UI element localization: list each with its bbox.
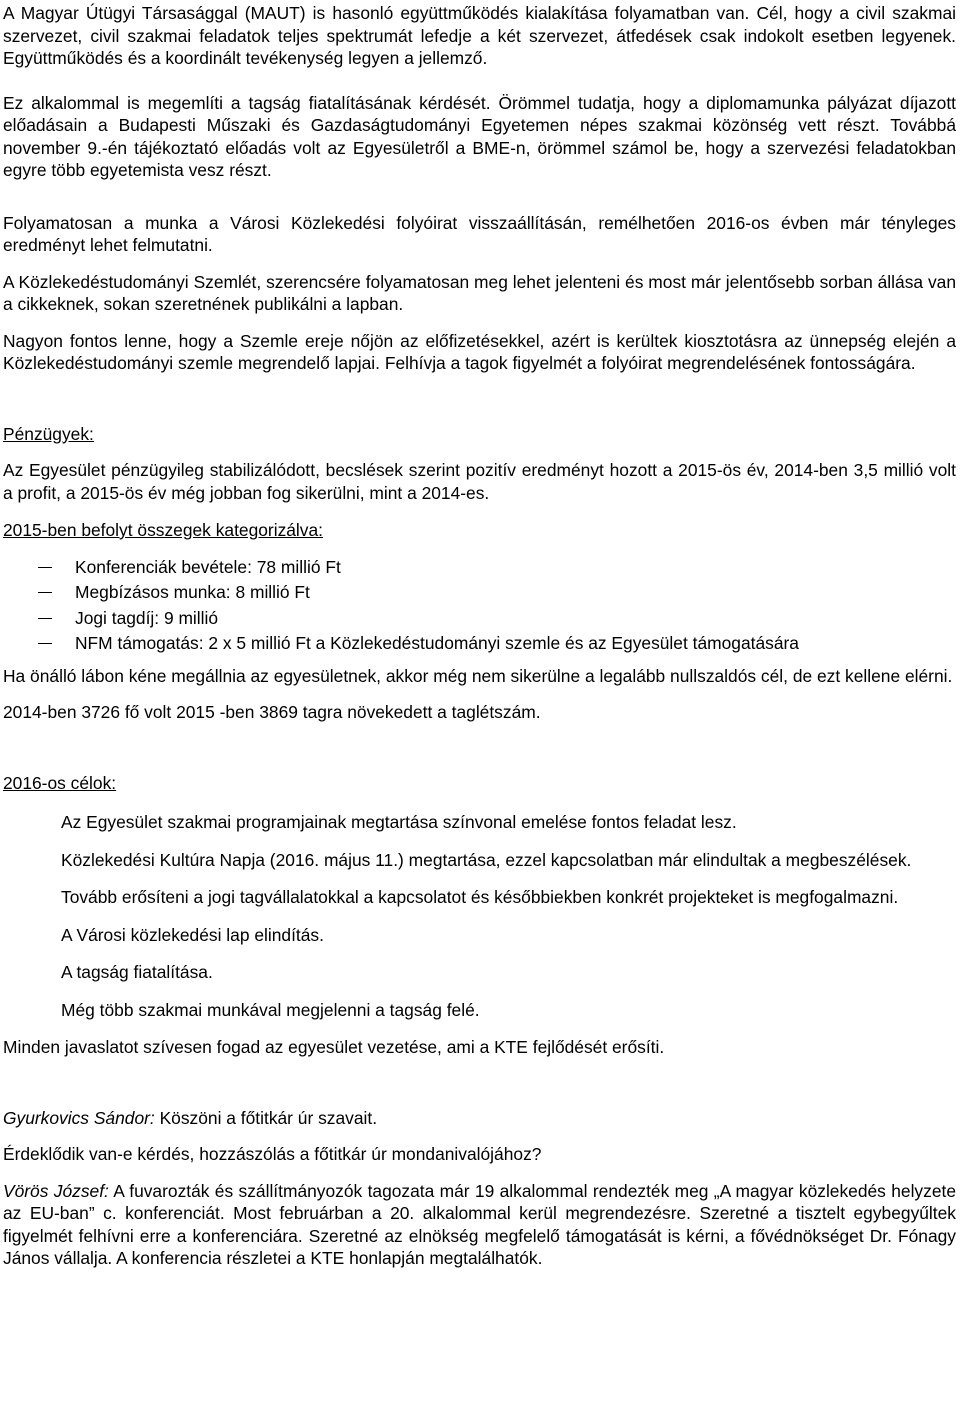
speaker-text: A fuvarozták és szállítmányozók tagozata már 19 alkalommal rendezték meg „A magyar közlekedés helyzete az EU-ban” c. konferenciát. Most februárban a 20. alkalommal kerül megrendezésre. Szeretné a tisztelt egybegyűltek figyelmét felhívni erre a konferenciára. Szeretné az elnökség megfelelő támogatását is kérni, a fővédnökséget Dr. Fónagy János vállalja. A konferencia részletei a KTE honlapján megtalálhatók. [3,1180,956,1268]
speaker-text: Köszöni a főtitkár úr szavait. [154,1107,378,1128]
intro-paragraph-review: A Közlekedéstudományi Szemlét, szerencsére folyamatosan meg lehet jelenteni és most már jelentősebb sorban állása van a cikkeknek, sokan szeretnének publikálni a lapban. [3,271,956,314]
speaker-name: Gyurkovics Sándor: [3,1107,155,1128]
discussion-gyurkovics [3,1107,956,1130]
goals-heading-text: 2016-os célok: [3,772,117,793]
goal-item: Közlekedési Kultúra Napja (2016. május 11.) megtartása, ezzel kapcsolatban már elindultak a megbeszélések. [61,849,912,870]
discussion-voros [3,1180,956,1270]
finance-heading [3,423,956,446]
income-item: Jogi tagdíj: 9 millió [3,606,956,632]
goal-item: A tagság fiatalítása. [61,962,213,982]
income-list [3,555,956,657]
income-item: Megbízásos munka: 8 millió Ft [3,580,956,606]
intro-paragraph-subscriptions: Nagyon fontos lenne, hogy a Szemle ereje nőjön az előfizetésekkel, azért is kerültek kiosztotásra az ünnepség elején a Közlekedéstudományi szemle megrendelő lapjai. Felhívja a tagok figyelmét a folyóirat megrendelésének fontosságára. [3,330,956,373]
discussion-question: Érdeklődik van-e kérdés, hozzászólás a főtitkár úr mondanivalójához? [3,1144,542,1164]
income-item: NFM támogatás: 2 x 5 millió Ft a Közlekedéstudományi szemle és az Egyesület támogatására [3,631,956,657]
goals-heading [3,772,956,795]
speaker-name: Vörös József: [3,1180,109,1201]
intro-paragraph-journal: Folyamatosan a munka a Városi Közlekedési folyóirat visszaállításán, remélhetően 2016-os évben már tényleges eredményt lehet felmutatni. [3,212,956,255]
finance-paragraph-independence: Ha önálló lábon kéne megállnia az egyesületnek, akkor még nem sikerülne a legalább nullszaldós cél, de ezt kellene elérni. [3,665,953,686]
goals-closing: Minden javaslatot szívesen fogad az egyesület vezetése, ami a KTE fejlődését erősíti. [3,1037,665,1057]
goal-item: Még több szakmai munkával megjelenni a tagság felé. [61,999,480,1020]
finance-paragraph-membership: 2014-ben 3726 fő volt 2015 -ben 3869 tagra növekedett a taglétszám. [3,702,541,722]
finance-subheading-text: 2015-ben befolyt összegek kategorizálva: [3,520,323,540]
finance-paragraph-status: Az Egyesület pénzügyileg stabilizálódott, becslések szerint pozitív eredményt hozott a 2015-ös év, 2014-ben 3,5 millió volt a profit, a 2015-ös év még jobban fog sikerülni, mint a 2014-es. [3,460,956,503]
goal-item: A Városi közlekedési lap elindítás. [61,924,324,945]
goals-list [3,811,956,1021]
intro-paragraph-maut: A Magyar Útügyi Társasággal (MAUT) is hasonló együttműködés kialakítása folyamatban van. Cél, hogy a civil szakmai szervezet, civil szakmai feladatok teljes spektrumát lefedje a két szervezet, átfedések csak indokolt esetben legyenek. Együttműködés és a koordinált tevékenység legyen a jellemző. [3,3,956,68]
goal-item: Tovább erősíteni a jogi tagvállalatokkal a kapcsolatot és későbbiekben konkrét projekteket is megfogalmazni. [61,887,899,907]
finance-heading-text: Pénzügyek: [3,423,94,444]
goal-item: Az Egyesület szakmai programjainak megtartása színvonal emelése fontos feladat lesz. [61,812,737,832]
intro-paragraph-youth: Ez alkalommal is megemlíti a tagság fiatalításának kérdését. Örömmel tudatja, hogy a diplomamunka pályázat díjazott előadásain a Budapesti Műszaki és Gazdaságtudományi Egyetemen népes szakmai közönség vett részt. Továbbá november 9.-én tájékoztató előadás volt az Egyesületről a BME-n, örömmel számol be, hogy a szervezési feladatokban egyre több egyetemista vesz részt. [3,92,956,180]
income-item: Konferenciák bevétele: 78 millió Ft [3,555,956,581]
finance-subheading [3,519,956,542]
